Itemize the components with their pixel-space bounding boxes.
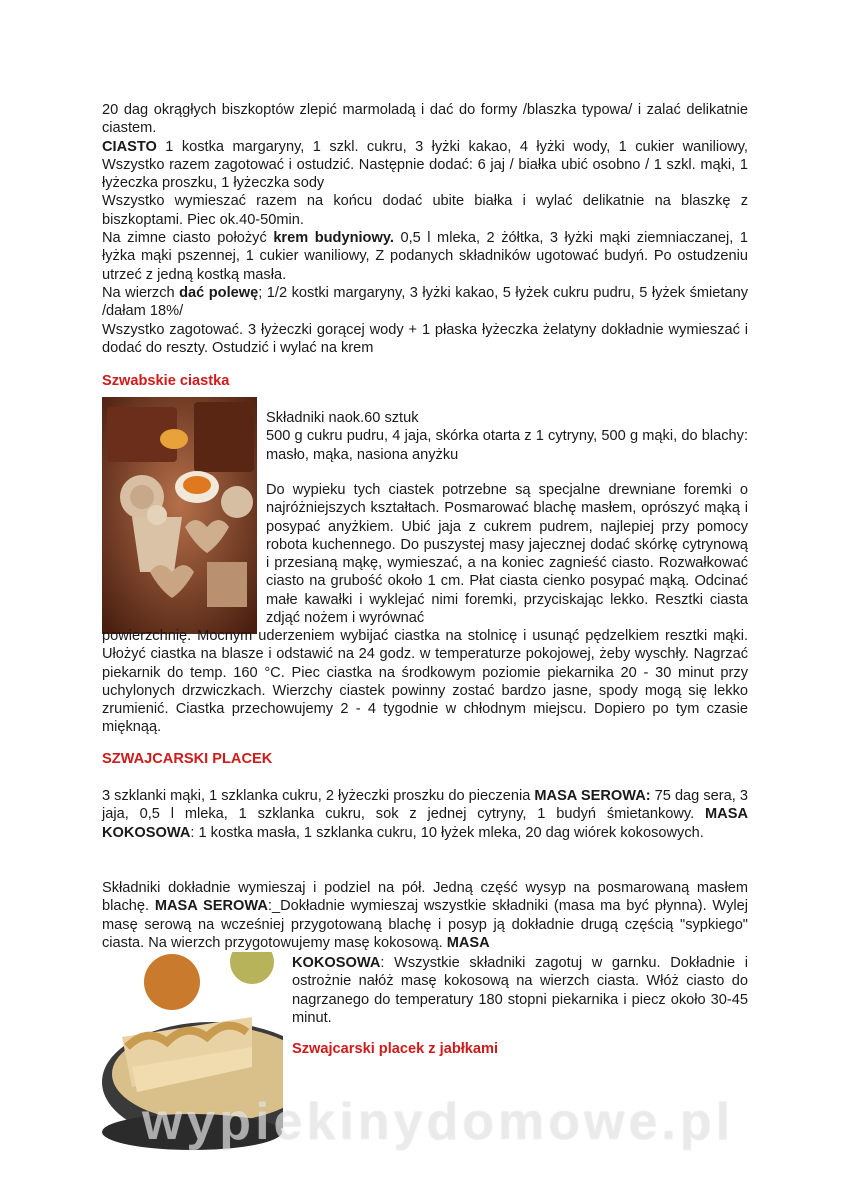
method-serowa-text: :_Dokładnie wymieszaj wszystkie składniki (masa ma być płynna). Wylej masę serową na wcześniej przygotowaną blachę i posyp ją dokładnie drugą częścią "sypkiego" ciasta. Na wierzch przygotowujemy masę kokosową. — [102, 898, 748, 951]
krem-text: 0,5 l mleka, 2 żółtka, 3 łyżki mąki ziemniaczanej, 1 łyżka mąki pszennej, 1 cukier waniliowy, Z podanych składników ugotować budyń. Po ostudzeniu utrzeć z jedną kostką masła. — [102, 230, 748, 283]
cookies-illustration — [102, 397, 257, 634]
method-serowa-label: MASA SEROWA — [154, 898, 268, 915]
szwajcarski-ingredients — [102, 787, 748, 842]
method-kokos-paragraph — [292, 954, 748, 1027]
method-kokos-label2: KOKOSOWA — [292, 955, 381, 971]
masa-serowa-label: MASA SEROWA: — [534, 788, 651, 804]
cookies-photo — [102, 397, 257, 634]
szwabskie-method-wrapped — [266, 481, 748, 627]
polewa-paragraph — [102, 284, 748, 321]
final-paragraph: Wszystko zagotować. 3 łyżeczki gorącej wody + 1 płaska łyżeczka żelatyny dokładnie wymieszać i dodać do reszty. Ostudzić i wylać na krem — [102, 321, 748, 356]
ciasto-paragraph — [102, 138, 748, 193]
ingredients-title: Składniki naok.60 sztuk — [266, 410, 419, 426]
method-wrapped-text: Do wypieku tych ciastek potrzebne są specjalne drewniane foremki o najróżniejszych kształtach. Posmarować blachę masłem, oprószyć mąką i posypać anyżkiem. Ubić jaja z cukrem pudrem, najlepiej przy pomocy robota kuchennego. Do puszystej masy jajecznej dodać skórkę cytrynową i przesianą mąkę, wymieszać, a na koniec zagnieść ciasto. Rozwałkować ciasto na grubość około 1 cm. Płat ciasta cienko posypać mąką. Odcinać małe kawałki i wyklejać nimi foremki, przyciskając lekko. Resztki ciasta zdjąć nożem i wyrównać — [266, 482, 748, 627]
ciasto-label: CIASTO — [102, 138, 157, 155]
szwabskie-ingredients — [266, 409, 748, 464]
krem-label: krem budyniowy. — [273, 230, 394, 247]
krem-paragraph — [102, 229, 748, 284]
szwajcarski-method-wrapped — [292, 954, 748, 1027]
szwajcarski-heading: SZWAJCARSKI PLACEK — [102, 751, 273, 767]
masa-kokosowa-text: : 1 kostka masła, 1 szklanka cukru, 10 łyżek mleka, 20 dag wiórek kokosowych. — [190, 824, 704, 841]
intro-line: 20 dag okrągłych biszkoptów zlepić marmoladą i dać do formy /blaszka typowa/ i zalać delikatnie ciastem. — [102, 102, 748, 137]
masa-serowa-text: 75 dag sera, 3 jaja, 0,5 l mleka, 1 szklanka cukru, sok z jednej cytryny, 1 budyń śmietankowy. — [102, 788, 748, 823]
polewa-pre: Na wierzch — [102, 284, 180, 301]
krem-pre: Na zimne ciasto położyć — [102, 230, 274, 247]
ingredients-paragraph — [102, 787, 748, 842]
ingredients-list: 500 g cukru pudru, 4 jaja, skórka otarta z 1 cytryny, 500 g mąki, do blachy: masło, mąka, nasiona anyżku — [266, 428, 748, 463]
method-kokos-label: MASA — [446, 934, 490, 951]
method-full-text: powierzchnię. Mocnym uderzeniem wybijać ciastka na stolnicę i usunąć pędzelkiem resztki mąki. Ułożyć ciastka na blasze i odstawić na 24 godz. w temperaturze pokojowej, żeby wyschły. Nagrzać piekarnik do temp. 160 °C. Piec ciastka na środkowym poziomie piekarnika 20 - 30 minut przy uchylonych drzwiczkach. Wierzchy ciastek powinny zostać bardzo jasne, spody mogą się lekko zrumienić. Ciastka przechowujemy 2 - 4 tygodnie w chłodnym miejscu. Dopiero po tym czasie mięknąą. — [102, 628, 748, 736]
szwajcarski-subheading: Szwajcarski placek z jabłkami — [292, 1041, 499, 1057]
szwajcarski-method — [102, 879, 748, 952]
szwabskie-method-full — [102, 627, 748, 737]
method-paragraph — [102, 879, 748, 952]
polewa-text: ; 1/2 kostki margaryny, 3 łyżki kakao, 5 łyżek cukru pudru, 5 łyżek śmietany /dałam 18%/ — [102, 284, 748, 320]
cake-recipe-text — [102, 101, 748, 357]
mix-paragraph: Wszystko wymieszać razem na końcu dodać ubite białka i wylać delikatnie na blaszkę z biszkoptami. Piec ok.40-50min. — [102, 193, 748, 228]
watermark: wypiekinydomowe.pl — [141, 1093, 735, 1151]
ingr-pre: 3 szklanki mąki, 1 szklanka cukru, 2 łyżeczki proszku do pieczenia — [102, 788, 535, 804]
polewa-label: dać polewę — [179, 284, 259, 301]
method-kokos-text: : Wszystkie składniki zagotuj w garnku. Dokładnie i ostrożnie nałóż masę kokosową na wierzch ciasta. Włóż ciasto do nagrzanego do temperatury 180 stopni piekarnika i piecz około 30-45 minut. — [292, 955, 748, 1026]
method-pre: Składniki dokładnie wymieszaj i podziel na pół. Jedną część wysyp na posmarowaną masłem blachę. — [102, 880, 748, 915]
szwabskie-heading: Szwabskie ciastka — [102, 373, 230, 389]
ciasto-text: 1 kostka margaryny, 1 szkl. cukru, 3 łyżki kakao, 4 łyżki wody, 1 cukier waniliowy, Wszystko razem zagotować i ostudzić. Następnie dodać: 6 jaj / białka ubić osobno / 1 szkl. mąki, 1 łyżeczka proszku, 1 łyżeczka sody — [102, 138, 748, 192]
masa-kokosowa-label: MASA KOKOSOWA — [102, 806, 748, 841]
